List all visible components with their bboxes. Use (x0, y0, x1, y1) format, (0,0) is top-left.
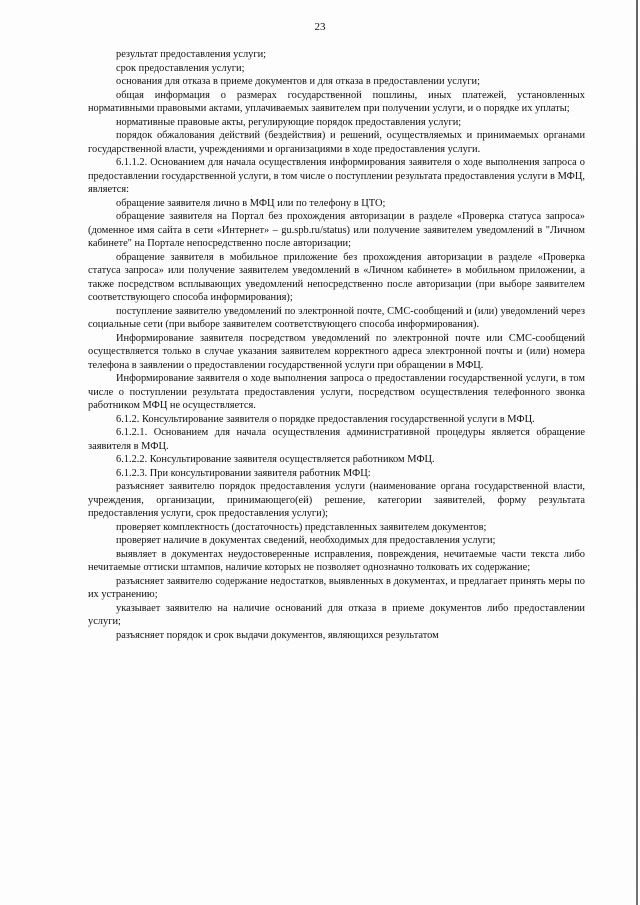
paragraph: Информирование заявителя о ходе выполнения запроса о предоставлении государственной услуги, в том числе о поступлении результата предоставления услуги, посредством осуществления телефонного звонка работником МФЦ не осуществляется. (88, 373, 585, 411)
paragraph: обращение заявителя на Портал без прохождения авторизации в разделе «Проверка статуса запроса» (доменное имя сайта в сети «Интернет» – gu.spb.ru/status) или получение заявителем уведомлений в "Личном кабинете" на Портале непосредственно после авторизации; (88, 211, 585, 249)
paragraph: обращение заявителя лично в МФЦ или по телефону в ЦТО; (116, 197, 386, 209)
page-number: 23 (314, 21, 326, 33)
scan-edge-line (636, 0, 638, 905)
paragraph: общая информация о размерах государственной пошлины, иных платежей, установленных нормативными правовыми актами, уплачиваемых заявителем при получении услуги, и о порядке их уплаты; (88, 89, 585, 114)
paragraph: результат предоставления услуги; (116, 49, 267, 60)
paragraph: проверяет комплектность (достаточность) представленных заявителем документов; (116, 521, 487, 533)
paragraph: порядок обжалования действий (бездействия) и решений, осуществляемых и принимаемых органами государственной власти, учреждениями и организациями в ходе предоставления услуги. (88, 130, 585, 155)
paragraph: 6.1.2.3. При консультировании заявителя работник МФЦ: (116, 467, 371, 479)
paragraph: основания для отказа в приеме документов и для отказа в предоставлении услуги; (116, 76, 481, 87)
paragraph: 6.1.1.2. Основанием для начала осуществления информирования заявителя о ходе выполнения запроса о предоставлении государственной услуги, в том числе о поступлении результата предоставления услуги в МФЦ, является: (88, 157, 585, 195)
paragraph: поступление заявителю уведомлений по электронной почте, СМС-сообщений и (или) уведомлений через социальные сети (при выборе заявителем соответствующего способа информирования). (88, 305, 585, 330)
paragraph: разъясняет порядок и срок выдачи документов, являющихся результатом (116, 629, 439, 641)
paragraph: разъясняет заявителю порядок предоставления услуги (наименование органа государственной власти, учреждения, организации, принимающего(ей) решение, категории заявителей, форму результата предоставления услуги, срок предоставления услуги); (88, 481, 585, 519)
paragraph: Информирование заявителя посредством уведомлений по электронной почте или СМС-сообщений осуществляется только в случае указания заявителем корректного адреса электронной почты и (или) номера телефона в заявлении о предоставлении государственной услуги при обращении в МФЦ. (88, 332, 585, 371)
paragraph: разъясняет заявителю содержание недостатков, выявленных в документах, и предлагает принять меры по их устранению; (88, 575, 585, 600)
paragraph: 6.1.2. Консультирование заявителя о порядке предоставления государственной услуги в МФЦ. (116, 413, 535, 425)
paragraph: нормативные правовые акты, регулирующие порядок предоставления услуги; (116, 116, 462, 128)
paragraph: 6.1.2.2. Консультирование заявителя осуществляется работником МФЦ. (116, 454, 435, 465)
paragraph: срок предоставления услуги; (116, 62, 245, 74)
paragraph: 6.1.2.1. Основанием для начала осуществления административной процедуры является обращение заявителя в МФЦ. (88, 427, 585, 452)
paragraph: указывает заявителю на наличие оснований для отказа в приеме документов либо предоставлении услуги; (88, 602, 585, 627)
paragraph: проверяет наличие в документах сведений, необходимых для предоставления услуги; (116, 535, 496, 546)
document-body (88, 48, 585, 642)
paragraph: обращение заявителя в мобильное приложение без прохождения авторизации в разделе «Проверка статуса запроса» или получение заявителем уведомлений в «Личном кабинете» в мобильном приложении, а также посредством всплывающих уведомлений непосредственно после авторизации (при выборе заявителем соответствующего способа информирования); (88, 251, 585, 303)
paragraph: выявляет в документах неудостоверенные исправления, повреждения, нечитаемые части текста либо нечитаемые оттиски штампов, наличие которых не позволяет однозначно толковать их содержание; (88, 548, 585, 573)
